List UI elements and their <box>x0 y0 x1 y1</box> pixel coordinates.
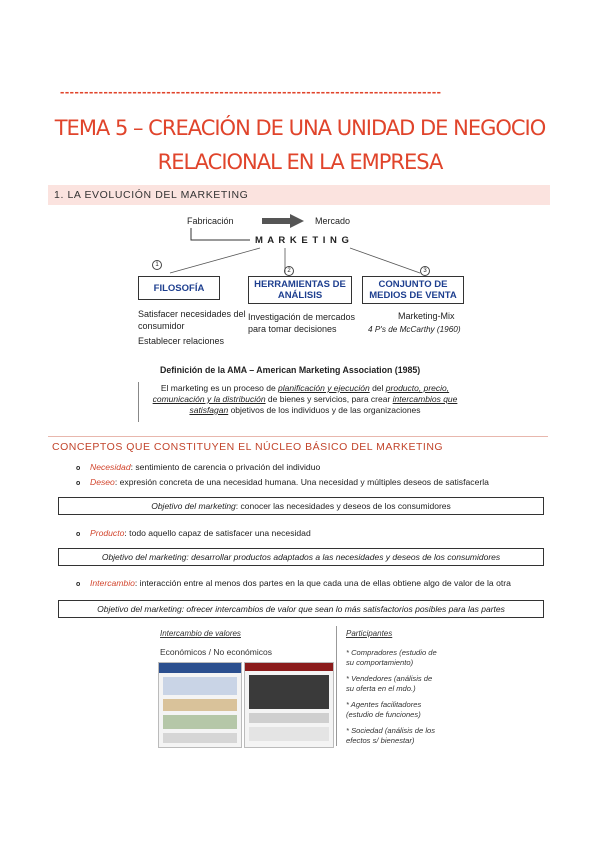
bullet-necesidad: o Necesidad: sentimiento de carencia o privación del individuo <box>76 462 321 472</box>
mercado-label: Mercado <box>315 216 351 226</box>
number-2-marker: 2 <box>284 266 294 276</box>
herramientas-box: HERRAMIENTAS DE ANÁLISIS <box>248 276 352 304</box>
arrow-right-icon <box>262 214 304 228</box>
filosofia-box: FILOSOFÍA <box>138 276 220 300</box>
objective-box-3: Objetivo del marketing: ofrecer intercambios de valor que sean lo más satisfactorios posibles para las partes <box>58 600 544 618</box>
section-heading: 1. LA EVOLUCIÓN DEL MARKETING <box>48 185 550 205</box>
website-screenshot-thumbnail-1 <box>158 662 242 748</box>
marketing-label: M A R K E T I N G <box>255 235 350 246</box>
page-title-line-2: RELACIONAL EN LA EMPRESA <box>157 150 443 174</box>
page-title-line-1: TEMA 5 – CREACIÓN DE UNA UNIDAD DE NEGOCIO <box>54 116 546 140</box>
participant-item: * Sociedad (análisis de los efectos s/ bienestar) <box>346 726 436 745</box>
filosofia-text-2: Establecer relaciones <box>138 336 225 346</box>
objective-box-2: Objetivo del marketing: desarrollar productos adaptados a las necesidades y deseos de los consumidores <box>58 548 544 566</box>
bullet-producto: o Producto: todo aquello capaz de satisfacer una necesidad <box>76 528 311 538</box>
objective-box-1: Objetivo del marketing: conocer las necesidades y deseos de los consumidores <box>58 497 544 515</box>
figure-left-subtitle: Económicos / No económicos <box>160 647 272 657</box>
ama-definition-text: El marketing es un proceso de planificación y ejecución del producto, precio, comunicación y la distribución de bienes y servicios, para crear intercambios que satisfagan objetivos de los individuos y de las organizaciones <box>152 383 458 415</box>
filosofia-text-1: Satisfacer necesidades del consumidor <box>138 309 246 331</box>
figure-right-title: Participantes <box>346 629 393 638</box>
bullet-icon: o <box>76 581 81 588</box>
participant-item: * Vendedores (análisis de su oferta en el mdo.) <box>346 674 433 693</box>
bullet-icon: o <box>76 465 81 472</box>
number-1-marker: 1 <box>152 260 162 270</box>
decorative-dash-line: ------------------------------------------------------------------------------- <box>60 84 442 99</box>
mccarthy-text: 4 P's de McCarthy (1960) <box>368 325 461 334</box>
number-3-marker: 3 <box>420 266 430 276</box>
bullet-icon: o <box>76 480 81 487</box>
bullet-icon: o <box>76 531 81 538</box>
bullet-intercambio: o Intercambio: interacción entre al menos dos partes en la que cada una de ellas obtiene algo de valor de la otra <box>76 578 511 588</box>
ama-definition-heading: Definición de la AMA – American Marketing Association (1985) <box>160 365 421 375</box>
participant-item: * Agentes facilitadores (estudio de funciones) <box>346 700 422 719</box>
concepts-heading: CONCEPTOS QUE CONSTITUYEN EL NÚCLEO BÁSICO DEL MARKETING <box>52 441 444 453</box>
medios-venta-box: CONJUNTO DE MEDIOS DE VENTA <box>362 276 464 304</box>
participant-item: * Compradores (estudio de su comportamiento) <box>346 648 437 667</box>
herramientas-text: Investigación de mercados para tomar decisiones <box>248 312 356 334</box>
section-divider <box>48 436 548 437</box>
diagram-connectors <box>150 245 450 277</box>
fabricacion-label: Fabricación <box>187 216 234 226</box>
bullet-deseo: o Deseo: expresión concreta de una necesidad humana. Una necesidad y múltiples deseos de satisfacerla <box>76 477 489 487</box>
website-screenshot-thumbnail-2 <box>244 662 334 748</box>
figure-left-title: Intercambio de valores <box>160 629 241 638</box>
marketing-mix-text: Marketing-Mix <box>398 311 455 321</box>
figure-divider <box>336 626 337 746</box>
